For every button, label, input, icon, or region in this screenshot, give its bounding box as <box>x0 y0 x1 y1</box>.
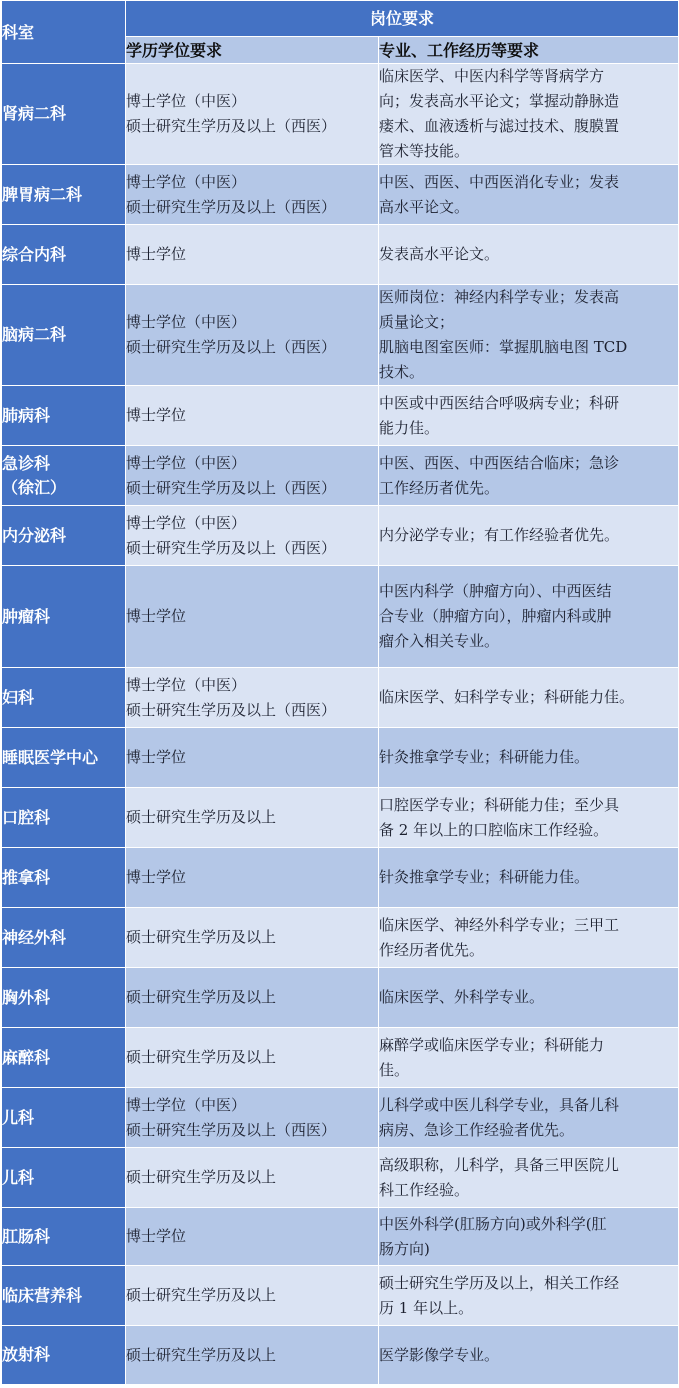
job-requirements-table <box>1 0 679 1385</box>
department-cell <box>2 788 126 848</box>
specialty-experience-cell <box>379 64 679 165</box>
specialty-experience-line: 瘘术、血液透析与滤过技术、腹膜置 <box>379 117 620 135</box>
specialty-experience-cell <box>379 1148 679 1208</box>
education-requirement-line: 博士学位 <box>126 406 187 424</box>
education-requirement-cell <box>126 386 379 446</box>
specialty-experience-line: 医师岗位：神经内科学专业；发表高 <box>379 288 620 306</box>
specialty-experience-cell <box>379 165 679 225</box>
specialty-experience-line: 佳。 <box>379 1060 410 1079</box>
table-row <box>2 728 679 788</box>
table-row <box>2 386 679 446</box>
specialty-experience-cell <box>379 968 679 1028</box>
department-name-line: 口腔科 <box>2 807 51 827</box>
department-cell <box>2 848 126 908</box>
department-name-line: 肺病科 <box>2 405 51 425</box>
education-requirement-line: 博士学位（中医） <box>126 675 247 694</box>
education-requirement-cell <box>126 446 379 506</box>
education-requirement-cell <box>126 566 379 668</box>
education-requirement-line: 博士学位（中医） <box>126 172 247 191</box>
specialty-experience-line: 中医、西医、中西医结合临床；急诊 <box>379 453 620 472</box>
department-cell <box>2 1208 126 1266</box>
specialty-experience-line: 中医、西医、中西医消化专业；发表 <box>379 172 620 191</box>
specialty-experience-line: 历 1 年以上。 <box>379 1298 474 1317</box>
education-requirement-line: 硕士研究生学历及以上 <box>126 808 277 826</box>
specialty-experience-line: 肌脑电图室医师：掌握肌脑电图 TCD <box>379 338 628 356</box>
education-requirement-line: 博士学位（中医） <box>126 1095 247 1114</box>
specialty-experience-line: 高级职称，儿科学，具备三甲医院儿 <box>379 1155 620 1174</box>
table-row <box>2 1266 679 1326</box>
specialty-experience-line: 针灸推拿学专业；科研能力佳。 <box>379 868 590 886</box>
table-row <box>2 1326 679 1385</box>
specialty-experience-line: 针灸推拿学专业；科研能力佳。 <box>379 748 590 766</box>
specialty-experience-cell <box>379 446 679 506</box>
education-requirement-line: 博士学位（中医） <box>126 313 247 331</box>
specialty-experience-line: 备 2 年以上的口腔临床工作经验。 <box>379 820 609 839</box>
department-cell <box>2 968 126 1028</box>
department-cell <box>2 506 126 566</box>
specialty-experience-line: 口腔医学专业；科研能力佳；至少具 <box>379 795 620 814</box>
department-name-line: 胸外科 <box>2 987 51 1007</box>
department-name-line: 内分泌科 <box>2 525 67 545</box>
department-name-line: 急诊科 <box>2 453 51 473</box>
department-name-line: 脾胃病二科 <box>2 184 83 204</box>
education-requirement-line: 博士学位（中医） <box>126 453 247 472</box>
specialty-experience-line: 硕士研究生学历及以上，相关工作经 <box>379 1273 620 1292</box>
position-requirements-header: 岗位要求 <box>126 1 679 37</box>
specialty-experience-cell <box>379 1208 679 1266</box>
department-name-line: 神经外科 <box>2 927 67 947</box>
department-cell <box>2 1148 126 1208</box>
department-column-header: 科室 <box>2 1 126 64</box>
education-requirement-cell <box>126 788 379 848</box>
specialty-experience-cell <box>379 1326 679 1385</box>
table-header <box>2 1 679 64</box>
education-requirement-line: 博士学位 <box>126 748 187 766</box>
department-name-line: （徐汇） <box>2 477 67 497</box>
specialty-experience-line: 中医或中西医结合呼吸病专业；科研 <box>379 393 620 412</box>
specialty-experience-line: 临床医学、神经外科学专业；三甲工 <box>379 915 620 934</box>
table-row <box>2 848 679 908</box>
education-requirement-cell <box>126 1266 379 1326</box>
table-row <box>2 1208 679 1266</box>
department-cell <box>2 285 126 386</box>
department-name-line: 儿科 <box>2 1167 35 1187</box>
education-requirement-cell <box>126 1326 379 1385</box>
education-requirement-line: 硕士研究生学历及以上 <box>126 928 277 946</box>
specialty-experience-cell <box>379 386 679 446</box>
table-row <box>2 285 679 386</box>
specialty-experience-cell <box>379 1028 679 1088</box>
department-cell <box>2 1326 126 1385</box>
specialty-experience-column-header: 专业、工作经历等要求 <box>379 37 679 64</box>
department-cell <box>2 728 126 788</box>
table-row <box>2 908 679 968</box>
education-requirement-cell <box>126 285 379 386</box>
table-row <box>2 225 679 285</box>
specialty-experience-cell <box>379 1088 679 1148</box>
specialty-experience-cell <box>379 788 679 848</box>
department-cell <box>2 225 126 285</box>
department-name-line: 麻醉科 <box>2 1047 51 1067</box>
education-requirement-line: 博士学位 <box>126 1227 187 1245</box>
specialty-experience-cell <box>379 668 679 728</box>
specialty-experience-cell <box>379 908 679 968</box>
table-row <box>2 64 679 165</box>
table-row <box>2 1028 679 1088</box>
department-name-line: 推拿科 <box>2 867 51 887</box>
department-cell <box>2 1028 126 1088</box>
education-requirement-cell <box>126 668 379 728</box>
education-requirement-cell <box>126 1208 379 1266</box>
specialty-experience-cell <box>379 1266 679 1326</box>
table-row <box>2 668 679 728</box>
table-row <box>2 1148 679 1208</box>
table-row <box>2 446 679 506</box>
education-requirement-line: 硕士研究生学历及以上（西医） <box>126 538 337 557</box>
department-cell <box>2 64 126 165</box>
education-requirement-line: 博士学位（中医） <box>126 92 247 110</box>
department-name-line: 临床营养科 <box>2 1285 83 1305</box>
education-requirement-cell <box>126 225 379 285</box>
specialty-experience-cell <box>379 848 679 908</box>
education-requirement-cell <box>126 165 379 225</box>
table-body <box>2 64 679 1385</box>
table-row <box>2 165 679 225</box>
department-cell <box>2 908 126 968</box>
department-name-line: 肾病二科 <box>2 104 67 123</box>
education-requirement-cell <box>126 1028 379 1088</box>
education-requirement-line: 硕士研究生学历及以上 <box>126 1168 277 1186</box>
education-requirement-cell <box>126 968 379 1028</box>
education-requirement-cell <box>126 848 379 908</box>
education-column-header: 学历学位要求 <box>126 37 379 64</box>
table-row <box>2 788 679 848</box>
specialty-experience-line: 管术等技能。 <box>379 142 470 160</box>
specialty-experience-line: 质量论文； <box>379 313 455 331</box>
department-cell <box>2 446 126 506</box>
education-requirement-cell <box>126 506 379 566</box>
education-requirement-line: 硕士研究生学历及以上（西医） <box>126 478 337 497</box>
specialty-experience-line: 中医内科学（肿瘤方向）、中西医结 <box>379 582 612 600</box>
education-requirement-cell <box>126 1148 379 1208</box>
specialty-experience-line: 工作经历者优先。 <box>379 478 500 497</box>
specialty-experience-line: 向；发表高水平论文；掌握动静脉造 <box>379 92 620 110</box>
education-requirement-line: 硕士研究生学历及以上 <box>126 1345 277 1364</box>
specialty-experience-line: 临床医学、中医内科学等肾病学方 <box>379 67 605 85</box>
specialty-experience-line: 能力佳。 <box>379 418 440 437</box>
specialty-experience-line: 发表高水平论文。 <box>379 245 500 263</box>
specialty-experience-line: 作经历者优先。 <box>379 940 485 959</box>
education-requirement-line: 博士学位（中医） <box>126 513 247 532</box>
table-row <box>2 506 679 566</box>
table-row <box>2 968 679 1028</box>
specialty-experience-cell <box>379 225 679 285</box>
specialty-experience-line: 科工作经验。 <box>379 1180 470 1199</box>
education-requirement-line: 硕士研究生学历及以上（西医） <box>126 117 337 135</box>
specialty-experience-line: 合专业（肿瘤方向），肿瘤内科或肿 <box>379 607 612 625</box>
education-requirement-line: 博士学位 <box>126 868 187 886</box>
specialty-experience-line: 高水平论文。 <box>379 197 470 216</box>
specialty-experience-cell <box>379 728 679 788</box>
specialty-experience-line: 瘤介入相关专业。 <box>379 632 500 650</box>
specialty-experience-cell <box>379 285 679 386</box>
education-requirement-line: 博士学位 <box>126 245 187 263</box>
specialty-experience-line: 病房、急诊工作经验者优先。 <box>379 1120 575 1139</box>
specialty-experience-cell <box>379 566 679 668</box>
department-name-line: 儿科 <box>2 1107 35 1127</box>
specialty-experience-line: 临床医学、外科学专业。 <box>379 988 545 1006</box>
department-name-line: 放射科 <box>2 1345 51 1364</box>
education-requirement-line: 硕士研究生学历及以上 <box>126 1286 277 1304</box>
education-requirement-line: 硕士研究生学历及以上 <box>126 988 277 1006</box>
education-requirement-line: 硕士研究生学历及以上（西医） <box>126 700 337 719</box>
education-requirement-cell <box>126 1088 379 1148</box>
department-cell <box>2 668 126 728</box>
department-name-line: 肛肠科 <box>2 1226 51 1246</box>
education-requirement-cell <box>126 64 379 165</box>
specialty-experience-line: 儿科学或中医儿科学专业，具备儿科 <box>379 1095 620 1114</box>
specialty-experience-cell <box>379 506 679 566</box>
specialty-experience-line: 内分泌学专业；有工作经验者优先。 <box>379 526 620 544</box>
department-cell <box>2 386 126 446</box>
department-name-line: 肿瘤科 <box>2 606 51 626</box>
department-cell <box>2 566 126 668</box>
specialty-experience-line: 临床医学、妇科学专业；科研能力佳。 <box>379 688 635 706</box>
table-row <box>2 566 679 668</box>
education-requirement-line: 硕士研究生学历及以上 <box>126 1048 277 1066</box>
specialty-experience-line: 技术。 <box>379 363 425 381</box>
education-requirement-cell <box>126 728 379 788</box>
specialty-experience-line: 中医外科学(肛肠方向)或外科学(肛 <box>379 1214 607 1233</box>
department-cell <box>2 1266 126 1326</box>
department-name-line: 综合内科 <box>2 244 67 264</box>
specialty-experience-line: 医学影像学专业。 <box>379 1345 500 1364</box>
table-row <box>2 1088 679 1148</box>
specialty-experience-line: 麻醉学或临床医学专业；科研能力 <box>379 1035 605 1054</box>
department-name-line: 脑病二科 <box>2 325 67 344</box>
department-cell <box>2 165 126 225</box>
department-name-line: 睡眠医学中心 <box>2 747 99 767</box>
education-requirement-line: 博士学位 <box>126 607 187 625</box>
department-cell <box>2 1088 126 1148</box>
education-requirement-line: 硕士研究生学历及以上（西医） <box>126 1120 337 1139</box>
education-requirement-line: 硕士研究生学历及以上（西医） <box>126 338 337 356</box>
education-requirement-cell <box>126 908 379 968</box>
specialty-experience-line: 肠方向) <box>379 1239 430 1258</box>
education-requirement-line: 硕士研究生学历及以上（西医） <box>126 197 337 216</box>
department-name-line: 妇科 <box>2 687 35 707</box>
